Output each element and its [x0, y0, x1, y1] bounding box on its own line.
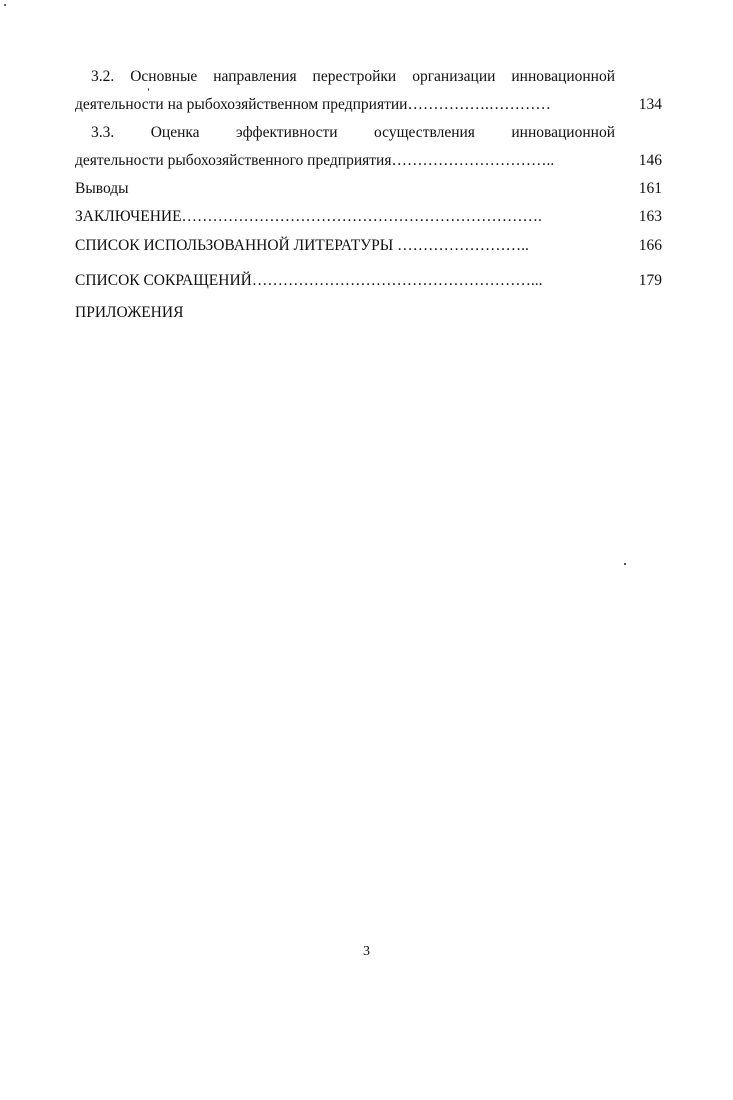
toc-entry-3-3-page: 146: [638, 152, 662, 169]
toc-entry-conclusions-chapter-page: 161: [638, 180, 662, 197]
toc-entry-appendices: ПРИЛОЖЕНИЯ: [75, 304, 184, 321]
toc-entry-3-2-line2: деятельности на рыбохозяйственном предприятии…………….…………: [75, 96, 551, 113]
toc-entry-3-2-page: 134: [638, 96, 662, 113]
toc-entry-conclusion-page: 163: [638, 208, 662, 225]
toc-entry-abbreviations: СПИСОК СОКРАЩЕНИЙ………………………………………………...: [75, 272, 543, 289]
toc-entry-3-2-line1: 3.2. Основные направления перестройки организации инновационной: [91, 68, 615, 85]
toc-entry-references: СПИСОК ИСПОЛЬЗОВАННОЙ ЛИТЕРАТУРЫ ……………………..: [75, 237, 529, 254]
toc-entry-conclusions-chapter: Выводы: [75, 180, 129, 197]
scan-speck: [624, 563, 626, 565]
toc-entry-abbreviations-page: 179: [638, 272, 662, 289]
toc-entry-3-3-line1: 3.3. Оценка эффективности осуществления инновационной: [91, 124, 615, 141]
toc-entry-conclusion: ЗАКЛЮЧЕНИЕ…………………………………………………………….: [75, 208, 542, 225]
scan-speck: [148, 88, 149, 91]
scan-speck: [4, 4, 6, 6]
page-number: 3: [363, 944, 370, 959]
toc-entry-3-3-line2: деятельности рыбохозяйственного предприятия…………………………..: [75, 152, 555, 169]
toc-entry-references-page: 166: [638, 237, 662, 254]
